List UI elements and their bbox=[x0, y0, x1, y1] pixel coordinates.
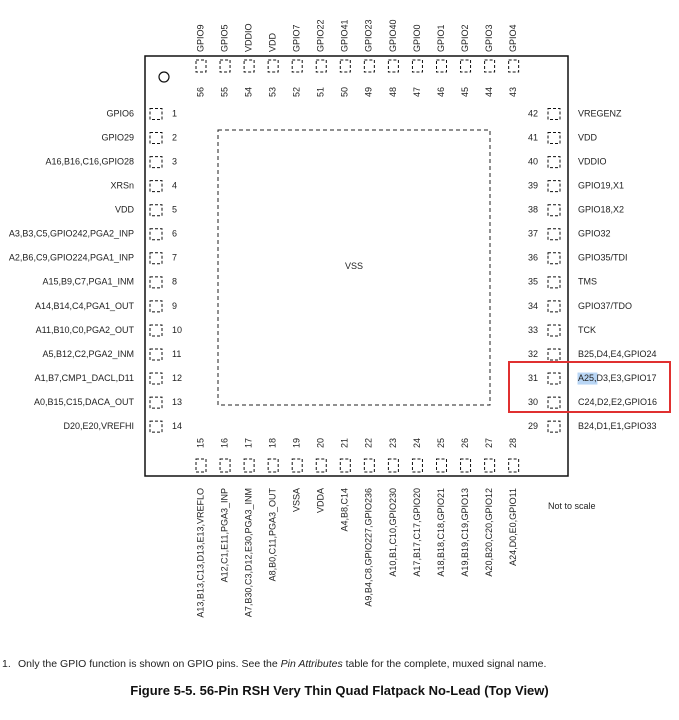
pin-number: 41 bbox=[527, 132, 538, 143]
pin-label: A8,B0,C11,PGA3_OUT bbox=[267, 488, 278, 582]
pin-pad bbox=[150, 229, 162, 240]
pin-label: A10,B1,C10,GPIO230 bbox=[387, 488, 398, 577]
pin-number: 13 bbox=[172, 396, 183, 407]
pin-pad bbox=[548, 229, 560, 240]
pin-number: 40 bbox=[527, 156, 538, 167]
pin-pad bbox=[548, 325, 560, 336]
pin-label: GPIO6 bbox=[106, 108, 134, 119]
pin-label: A12,C1,E11,PGA3_INP bbox=[219, 488, 230, 583]
pin-number: 43 bbox=[508, 86, 519, 98]
thermal-pad-label: VSS bbox=[344, 261, 364, 271]
pin-label: TCK bbox=[578, 324, 596, 335]
pin-pad bbox=[220, 60, 230, 72]
pin-label: A13,B13,C13,D13,E13,VREFLO bbox=[195, 488, 206, 618]
pin-pad bbox=[485, 60, 495, 72]
pin-number: 38 bbox=[527, 204, 538, 215]
pin-pad bbox=[548, 397, 560, 408]
pin-number: 9 bbox=[172, 300, 178, 311]
pin-pad bbox=[316, 60, 326, 72]
pin-number: 30 bbox=[527, 396, 538, 407]
pin-label: A5,B12,C2,PGA2_INM bbox=[42, 348, 134, 359]
pin-number: 48 bbox=[387, 86, 398, 98]
pin-pad bbox=[150, 373, 162, 384]
pin-pad bbox=[150, 325, 162, 336]
pin-number: 44 bbox=[483, 86, 494, 98]
pin-label: A18,B18,C18,GPIO21 bbox=[435, 488, 446, 577]
pin-number: 7 bbox=[172, 252, 178, 263]
pin-number: 14 bbox=[172, 421, 183, 432]
pin-number: 28 bbox=[508, 437, 519, 449]
pin-number: 47 bbox=[411, 86, 422, 98]
pin-label: GPIO29 bbox=[101, 132, 134, 143]
pin-label: A1,B7,CMP1_DACL,D11 bbox=[34, 372, 134, 383]
pin-pad bbox=[412, 60, 422, 72]
pin-pad bbox=[548, 133, 560, 144]
pin-number: 6 bbox=[172, 228, 178, 239]
pin-number: 45 bbox=[459, 86, 470, 98]
pin-pad bbox=[196, 459, 206, 472]
pin-label: A3,B3,C5,GPIO242,PGA2_INP bbox=[8, 228, 134, 239]
pin-number: 29 bbox=[527, 421, 538, 432]
pin-pad bbox=[548, 253, 560, 264]
pin-pad bbox=[150, 253, 162, 264]
pin-label: A7,B30,C3,D12,E30,PGA3_INM bbox=[243, 488, 254, 618]
pin-pad bbox=[509, 459, 519, 472]
pin-pad bbox=[548, 373, 560, 384]
footnote-text: Only the GPIO function is shown on GPIO pins. See the bbox=[18, 658, 281, 670]
pin-number: 27 bbox=[483, 437, 494, 449]
pin-number: 18 bbox=[267, 437, 278, 449]
pin-pad bbox=[292, 459, 302, 472]
pin-label: XRSn bbox=[110, 180, 134, 191]
pin-pad bbox=[437, 60, 447, 72]
pin-number: 1 bbox=[172, 108, 178, 119]
pin-number: 10 bbox=[172, 324, 183, 335]
pin-number: 20 bbox=[315, 437, 326, 449]
pin-label: A0,B15,C15,DACA_OUT bbox=[33, 396, 134, 407]
pin-number: 3 bbox=[172, 156, 178, 167]
pin-number: 33 bbox=[527, 324, 538, 335]
pin-number: 49 bbox=[363, 86, 374, 98]
pin-label: A15,B9,C7,PGA1_INM bbox=[42, 276, 134, 287]
pin-label: A24,D0,E0,GPIO11 bbox=[508, 488, 519, 566]
pin-pad bbox=[388, 60, 398, 72]
pin-label: VDDIO bbox=[243, 23, 254, 52]
footnote-text-end: table for the complete, muxed signal name. bbox=[342, 658, 547, 670]
pin-label: A16,B16,C16,GPIO28 bbox=[45, 156, 134, 167]
pin-number: 54 bbox=[243, 86, 254, 98]
pin-label: A9,B4,C8,GPIO227,GPIO236 bbox=[363, 488, 374, 607]
pin-number: 39 bbox=[527, 180, 538, 191]
pin-number: 51 bbox=[315, 86, 326, 98]
figure-caption: Figure 5-5. 56-Pin RSH Very Thin Quad Flatpack No-Lead (Top View) bbox=[130, 683, 549, 698]
pin-label: VDD bbox=[267, 32, 278, 52]
pin-number: 23 bbox=[387, 437, 398, 449]
pin-number: 42 bbox=[527, 108, 538, 119]
pin-label: GPIO2 bbox=[459, 24, 470, 52]
pin-label: GPIO18,X2 bbox=[578, 204, 625, 215]
pin-label: D20,E20,VREFHI bbox=[63, 421, 134, 432]
pin-number: 50 bbox=[339, 86, 350, 98]
pin-pad bbox=[150, 421, 162, 432]
pin-pad bbox=[150, 133, 162, 144]
pin-label: GPIO32 bbox=[578, 228, 611, 239]
pin-label: GPIO4 bbox=[508, 24, 519, 52]
footnote-emphasis: Pin Attributes bbox=[280, 658, 343, 670]
pin-label: GPIO9 bbox=[195, 24, 206, 52]
pin-pad bbox=[150, 397, 162, 408]
pin-pad bbox=[150, 181, 162, 192]
pin-pad bbox=[150, 301, 162, 312]
pin-label: A14,B14,C4,PGA1_OUT bbox=[34, 300, 134, 311]
pin-number: 12 bbox=[172, 372, 183, 383]
pin-pad bbox=[340, 60, 350, 72]
pin-pad bbox=[268, 60, 278, 72]
pin-number: 17 bbox=[243, 437, 254, 449]
pin-number: 15 bbox=[195, 437, 206, 449]
pin-label: A4,B8,C14 bbox=[339, 488, 350, 532]
pin-pad bbox=[461, 60, 471, 72]
pin-number: 55 bbox=[219, 86, 230, 98]
pin-pad bbox=[548, 421, 560, 432]
pin-label: A19,B19,C19,GPIO13 bbox=[459, 488, 470, 577]
pin-label: TMS bbox=[578, 276, 597, 287]
pin-label: GPIO23 bbox=[363, 19, 374, 52]
pin-number: 26 bbox=[459, 437, 470, 449]
pin-label: GPIO3 bbox=[483, 24, 494, 52]
pin-number: 11 bbox=[172, 348, 182, 359]
pin-pad bbox=[196, 60, 206, 72]
pin-label: GPIO22 bbox=[315, 19, 326, 52]
pin-label: GPIO40 bbox=[387, 19, 398, 52]
pin-label: A20,B20,C20,GPIO12 bbox=[483, 487, 494, 577]
pin-label: VDD bbox=[578, 132, 598, 143]
pin-pad bbox=[548, 301, 560, 312]
pin-pad bbox=[268, 459, 278, 472]
pin-label: GPIO1 bbox=[435, 24, 446, 52]
scale-note: Not to scale bbox=[548, 501, 596, 511]
pin-label: GPIO37/TDO bbox=[578, 300, 633, 311]
pin-number: 46 bbox=[435, 86, 446, 98]
pin-number: 53 bbox=[267, 86, 278, 98]
pin-number: 32 bbox=[527, 348, 538, 359]
pin-label: VSSA bbox=[291, 488, 302, 513]
pin1-indicator bbox=[159, 72, 169, 82]
pin-pad bbox=[461, 459, 471, 472]
pin-number: 25 bbox=[435, 437, 446, 449]
pin-pad bbox=[485, 459, 495, 472]
pin-label: VREGENZ bbox=[578, 108, 622, 119]
pin-pad bbox=[548, 349, 560, 360]
pin-label: GPIO0 bbox=[411, 24, 422, 52]
pin-number: 34 bbox=[527, 300, 538, 311]
pin-label: VDDA bbox=[315, 488, 326, 514]
pin-pad bbox=[150, 349, 162, 360]
pin-pad bbox=[548, 157, 560, 168]
pin-label: A2,B6,C9,GPIO224,PGA1_INP bbox=[8, 252, 134, 263]
pin-number: 19 bbox=[291, 437, 302, 449]
pin-label: B25,D4,E4,GPIO24 bbox=[578, 348, 657, 359]
pin-pad bbox=[244, 60, 254, 72]
pin-number: 4 bbox=[172, 180, 178, 191]
pin-pad bbox=[364, 60, 374, 72]
pin-number: 5 bbox=[172, 204, 178, 215]
pin-pad bbox=[412, 459, 422, 472]
pin-pad bbox=[150, 109, 162, 120]
pin-label: C24,D2,E2,GPIO16 bbox=[578, 396, 658, 407]
pin-pad bbox=[364, 459, 374, 472]
pin-label: A17,B17,C17,GPIO20 bbox=[411, 488, 422, 577]
pin-number: 36 bbox=[527, 252, 538, 263]
pin-number: 21 bbox=[339, 437, 350, 449]
pin-pad bbox=[316, 459, 326, 472]
pin-pad bbox=[548, 277, 560, 288]
pin-number: 35 bbox=[527, 276, 538, 287]
pin-pad bbox=[150, 205, 162, 216]
pin-pad bbox=[150, 277, 162, 288]
pin-number: 37 bbox=[527, 228, 538, 239]
pin-number: 2 bbox=[172, 132, 178, 143]
pin-label: A11,B10,C0,PGA2_OUT bbox=[35, 324, 134, 335]
pin-number: 56 bbox=[195, 86, 206, 98]
pin-number: 31 bbox=[527, 372, 538, 383]
footnote-bullet: 1. bbox=[2, 658, 11, 670]
pin-label: GPIO35/TDI bbox=[578, 252, 628, 263]
pin-label: VDD bbox=[114, 204, 134, 215]
pin-pad bbox=[292, 60, 302, 72]
pin-pad bbox=[509, 60, 519, 72]
pin-label: GPIO7 bbox=[291, 24, 302, 52]
pin-label: GPIO41 bbox=[339, 19, 350, 52]
pin-pad bbox=[150, 157, 162, 168]
pin-number: 8 bbox=[172, 276, 178, 287]
pin-pad bbox=[548, 109, 560, 120]
pin-pad bbox=[548, 181, 560, 192]
pin-label: VDDIO bbox=[578, 156, 607, 167]
pin-number: 24 bbox=[411, 437, 422, 449]
pin-label: B24,D1,E1,GPIO33 bbox=[578, 421, 657, 432]
pin-pad bbox=[340, 459, 350, 472]
pin-label: A25,D3,E3,GPIO17 bbox=[578, 372, 657, 383]
pin-number: 52 bbox=[291, 86, 302, 98]
pin-pad bbox=[388, 459, 398, 472]
pin-number: 22 bbox=[363, 437, 374, 449]
pin-label: GPIO19,X1 bbox=[578, 180, 625, 191]
pin-label: GPIO5 bbox=[219, 24, 230, 52]
pin-pad bbox=[548, 205, 560, 216]
pin-pad bbox=[437, 459, 447, 472]
pin-pad bbox=[244, 459, 254, 472]
pin-pad bbox=[220, 459, 230, 472]
pin-number: 16 bbox=[219, 437, 230, 449]
